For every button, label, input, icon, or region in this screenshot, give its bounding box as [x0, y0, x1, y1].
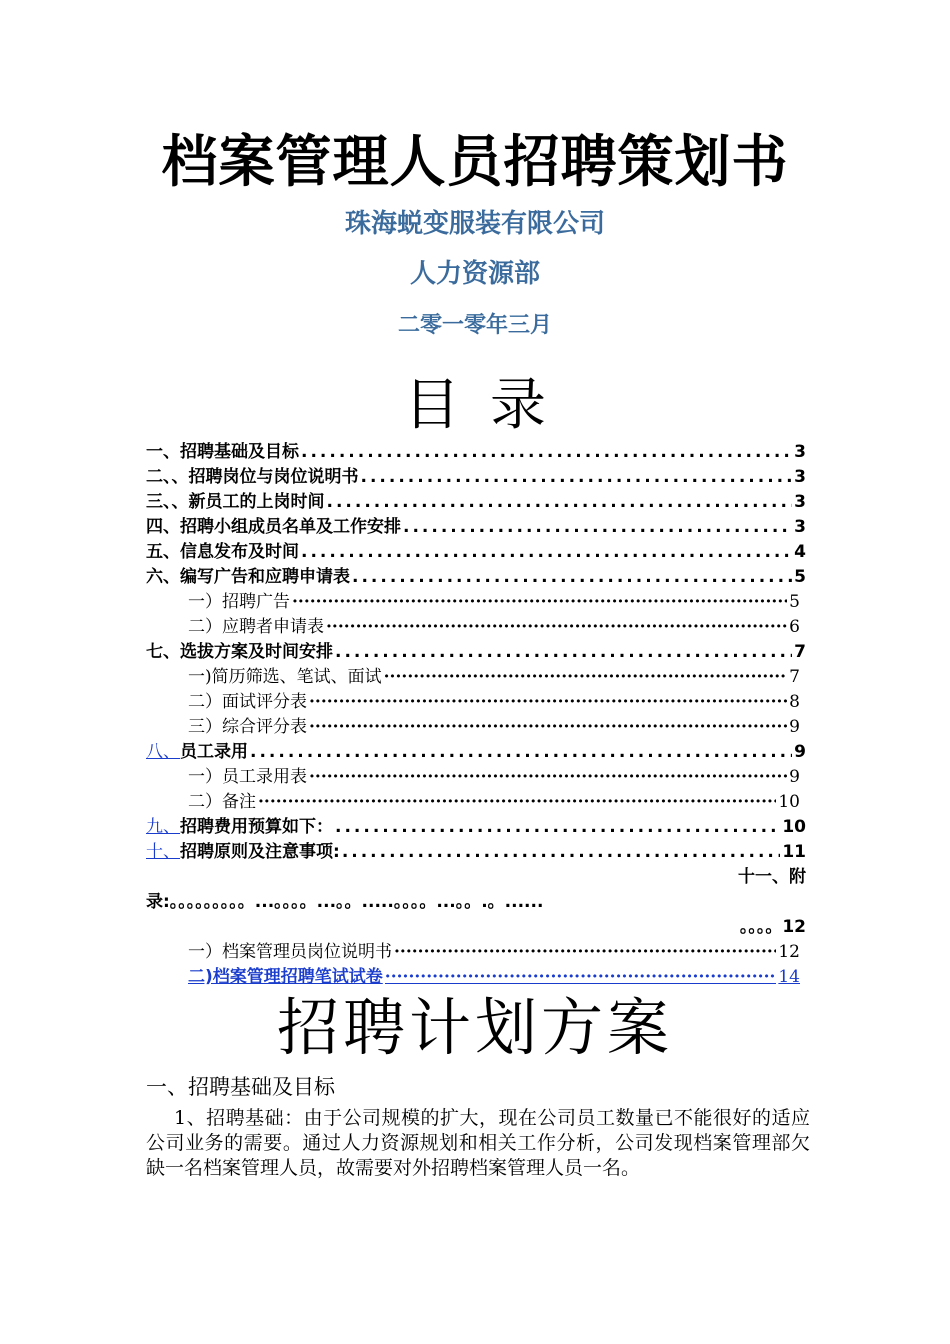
toc-page-number: 6	[789, 617, 800, 637]
toc-leader	[309, 715, 787, 740]
toc-leader	[326, 615, 787, 640]
toc-entry-label: 二）备注	[188, 792, 256, 812]
toc-subentry[interactable]	[146, 715, 800, 740]
toc-leader	[327, 490, 793, 515]
toc-page-number: 7	[794, 642, 806, 662]
toc-entry[interactable]	[146, 490, 806, 515]
toc-appendix-line3[interactable]: 。。。。12	[739, 917, 806, 937]
toc-link-number[interactable]: 九、	[146, 817, 180, 837]
toc-link-number[interactable]: 十、	[146, 842, 180, 862]
toc-leader	[309, 765, 787, 790]
toc-entry[interactable]	[146, 565, 806, 590]
toc-leader	[361, 465, 793, 490]
toc-entry-label: 员工录用	[180, 742, 248, 762]
toc-page-number: 8	[789, 692, 800, 712]
toc-leader	[301, 540, 792, 565]
toc-entry-label: 三、、新员工的上岗时间	[146, 492, 325, 512]
toc-entry-label: 六、编写广告和应聘申请表	[146, 567, 350, 587]
toc-subentry[interactable]	[146, 615, 800, 640]
toc-leader	[258, 790, 776, 815]
toc-entry-label: 一）档案管理员岗位说明书	[188, 942, 392, 962]
toc-page-number: 9	[789, 767, 800, 787]
toc-entry[interactable]	[146, 740, 806, 765]
toc-page-number: 3	[794, 517, 806, 537]
toc-page-number: 7	[789, 667, 800, 687]
toc-leader	[403, 515, 792, 540]
toc-page-number: 5	[789, 592, 800, 612]
toc-entry-label: 三）综合评分表	[188, 717, 307, 737]
department-name: 人力资源部	[409, 259, 540, 289]
toc-page-number: 3	[794, 467, 806, 487]
toc-leader	[250, 740, 792, 765]
toc-leader	[385, 965, 777, 990]
toc-entry-label: 一）员工录用表	[188, 767, 307, 787]
toc-page-number: 5	[794, 567, 806, 587]
toc-subentry-link[interactable]	[146, 965, 800, 990]
toc-title: 目录	[404, 373, 576, 438]
toc-entry-label: 二、、招聘岗位与岗位说明书	[146, 467, 359, 487]
toc-entry-label: 二）应聘者申请表	[188, 617, 324, 637]
toc-entry[interactable]	[146, 840, 806, 865]
toc-entry-label: 二）面试评分表	[188, 692, 307, 712]
toc-entry-label: 二)档案管理招聘笔试试卷	[188, 967, 383, 987]
toc-appendix-line2[interactable]: 录:。。。。。。。。。...。。。。...。。.....。。。。...。。.。......	[146, 892, 544, 912]
toc-entry-label: 一)简历筛选、笔试、面试	[188, 667, 382, 687]
toc-leader	[292, 590, 787, 615]
table-of-contents	[146, 440, 806, 990]
toc-subentry[interactable]	[146, 790, 800, 815]
toc-subentry[interactable]	[146, 940, 800, 965]
body-paragraph: 1、招聘基础：由于公司规模的扩大，现在公司员工数量已不能很好的适应公司业务的需要。通过人力资源规划和相关工作分析，公司发现档案管理部欠缺一名档案管理人员，故需要对外招聘档案管理人员一名。	[146, 1107, 810, 1179]
toc-entry[interactable]	[146, 640, 806, 665]
toc-page-number: 9	[794, 742, 806, 762]
toc-entry-label: 七、选拔方案及时间安排	[146, 642, 333, 662]
toc-page-number: 11	[782, 842, 806, 862]
toc-page-number: 9	[789, 717, 800, 737]
toc-page-number: 3	[794, 492, 806, 512]
toc-entry[interactable]	[146, 465, 806, 490]
toc-leader	[394, 940, 776, 965]
toc-appendix-line1[interactable]: 十一、附	[738, 867, 806, 887]
toc-leader	[342, 840, 781, 865]
document-title: 档案管理人员招聘策划书	[161, 130, 789, 195]
toc-entry[interactable]	[146, 540, 806, 565]
toc-leader	[335, 815, 780, 840]
toc-subentry[interactable]	[146, 665, 800, 690]
plan-title: 招聘计划方案	[276, 991, 673, 1064]
toc-page-number: 12	[778, 942, 800, 962]
toc-entry-label: 一）招聘广告	[188, 592, 290, 612]
toc-entry[interactable]	[146, 515, 806, 540]
toc-page-number: 4	[794, 542, 806, 562]
toc-page-number: 14	[778, 967, 800, 987]
toc-entry[interactable]	[146, 815, 806, 840]
toc-page-number: 3	[794, 442, 806, 462]
toc-entry-label: 招聘原则及注意事项:	[180, 842, 340, 862]
toc-leader	[301, 440, 792, 465]
toc-entry[interactable]	[146, 440, 806, 465]
toc-leader	[309, 690, 787, 715]
toc-subentry[interactable]	[146, 590, 800, 615]
toc-leader	[335, 640, 792, 665]
document-date: 二零一零年三月	[397, 312, 552, 338]
toc-link-number[interactable]: 八、	[146, 742, 180, 762]
toc-subentry[interactable]	[146, 765, 800, 790]
toc-entry-label: 四、招聘小组成员名单及工作安排	[146, 517, 401, 537]
toc-entry-label: 五、信息发布及时间	[146, 542, 299, 562]
toc-leader	[352, 565, 792, 590]
toc-page-number: 10	[782, 817, 806, 837]
toc-subentry[interactable]	[146, 690, 800, 715]
toc-entry-label: 招聘费用预算如下：	[180, 817, 333, 837]
company-name: 珠海蜕变服装有限公司	[344, 209, 605, 239]
section-heading: 一、招聘基础及目标	[146, 1075, 335, 1099]
toc-entry-label: 一、招聘基础及目标	[146, 442, 299, 462]
toc-leader	[384, 665, 788, 690]
toc-page-number: 10	[778, 792, 800, 812]
